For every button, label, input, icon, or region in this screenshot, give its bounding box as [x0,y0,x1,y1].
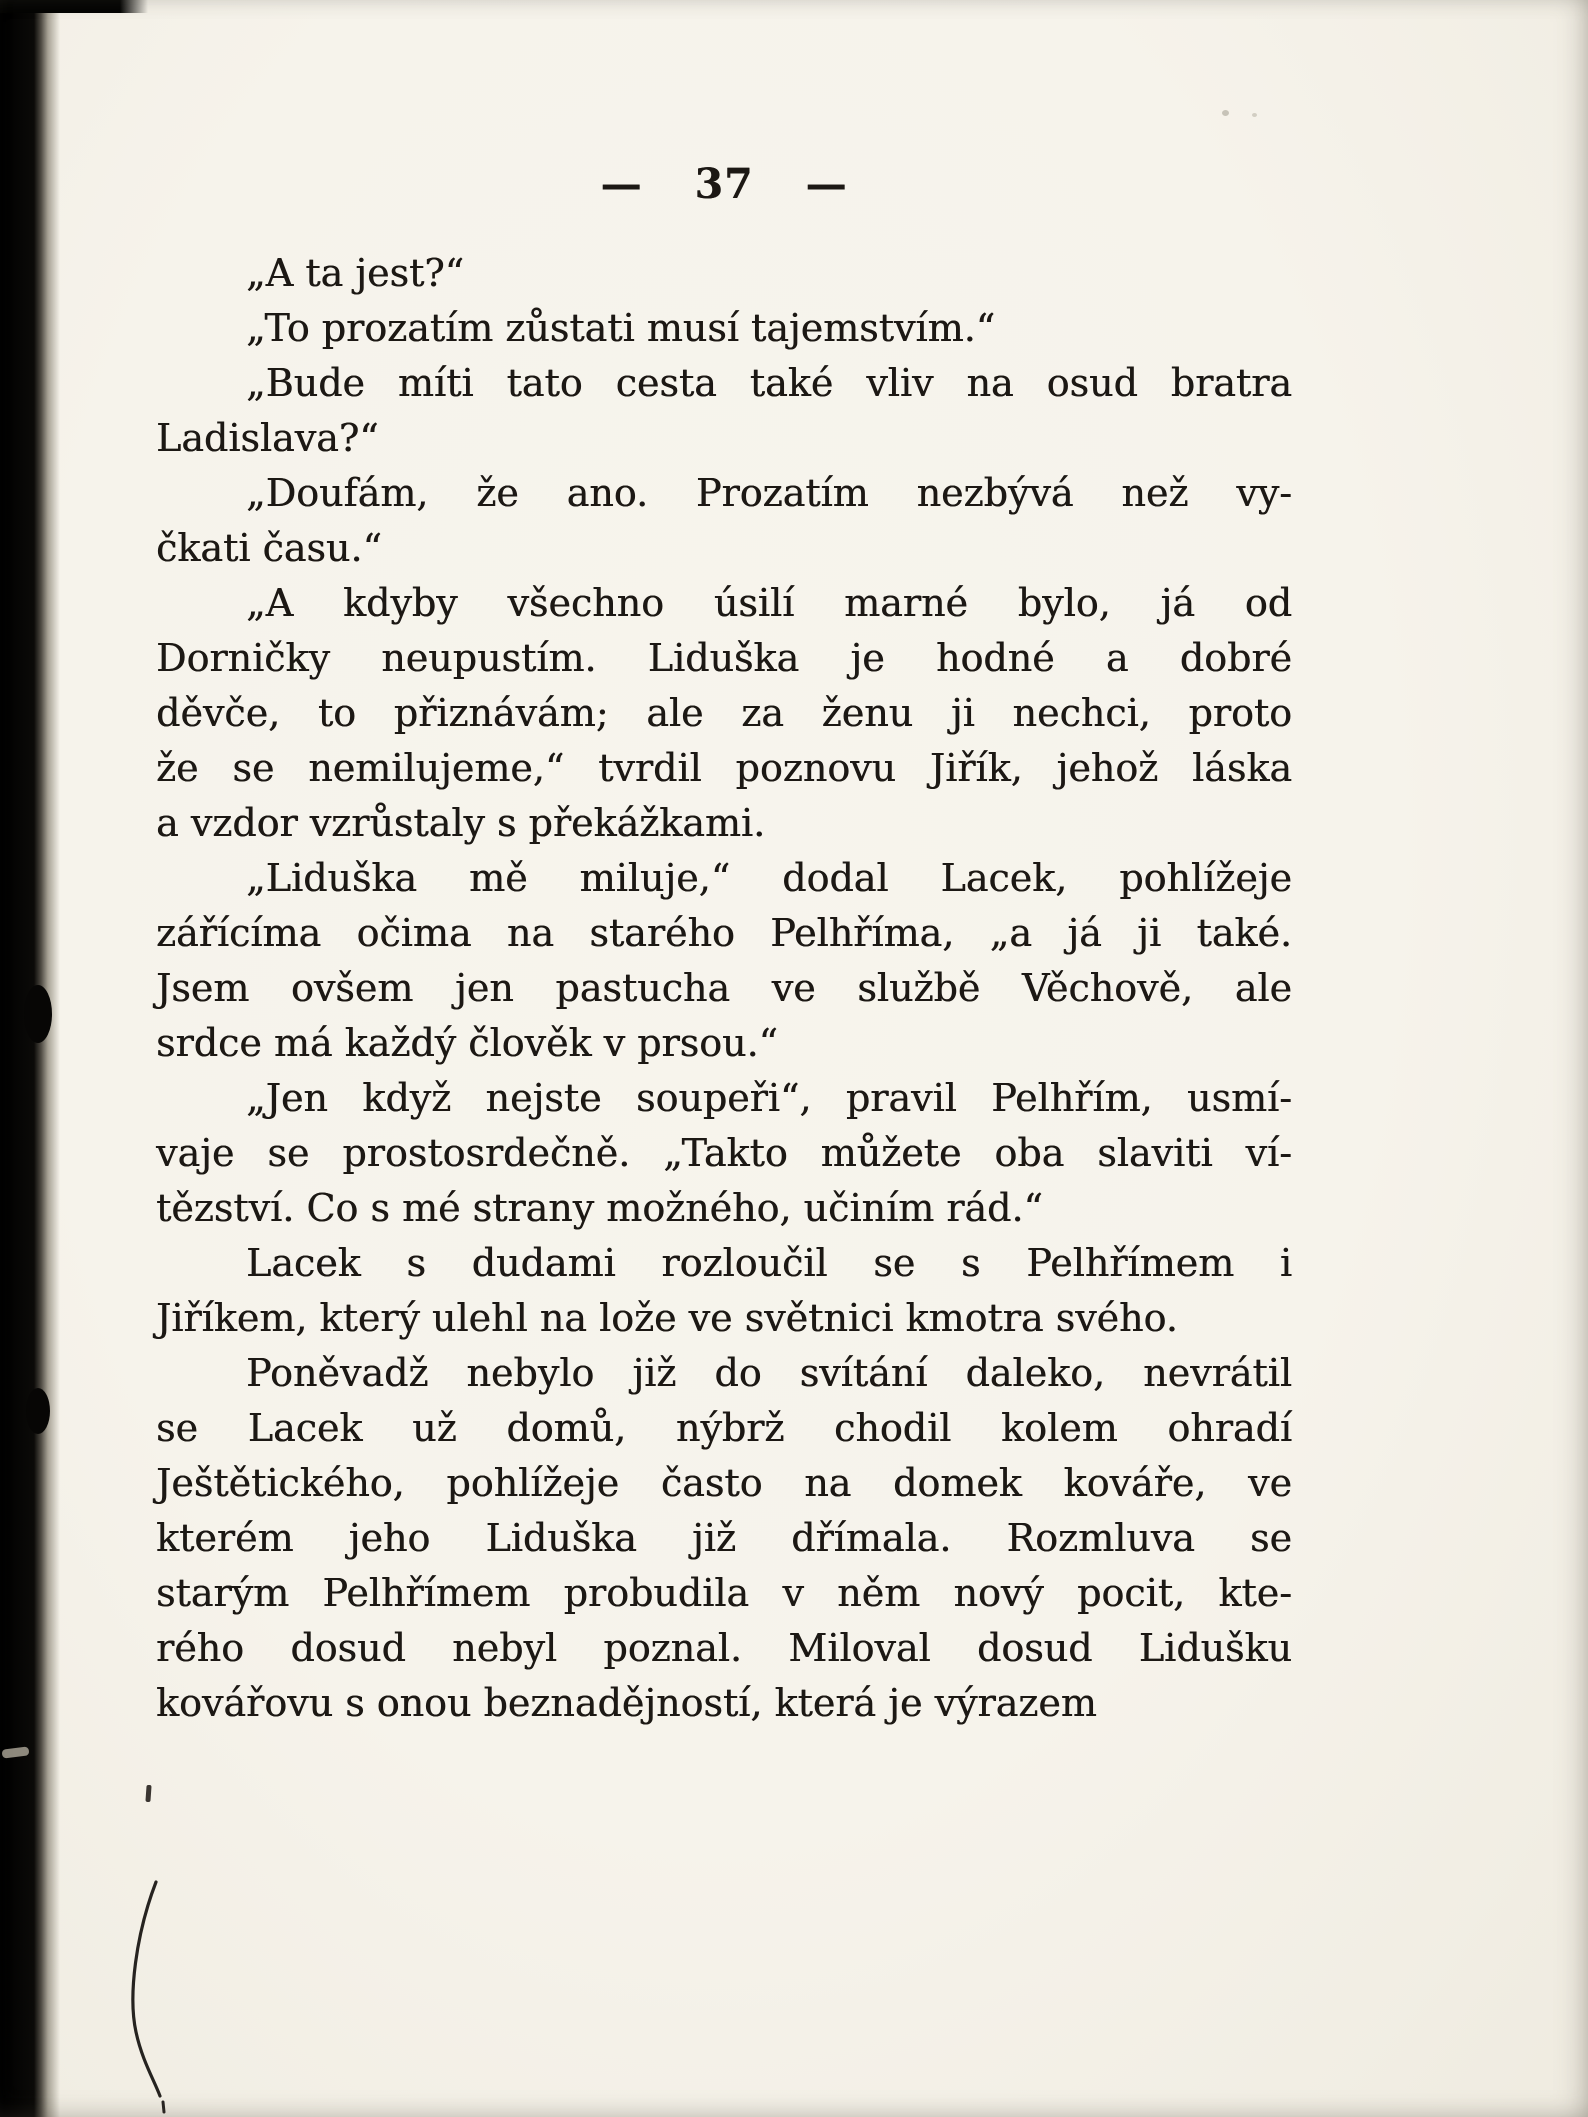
page-number-value: 37 [694,160,754,208]
pen-stroke [116,1874,186,2114]
paragraph [156,576,1292,851]
paragraph [156,301,1292,356]
text-line: zářícíma očima na starého Pelhříma, „a já ji také. [156,911,1292,955]
text-line: Lacek s dudami rozloučil se s Pelhřímem i [246,1241,1292,1285]
text-line: se Lacek už domů, nýbrž chodil kolem ohradí [156,1406,1292,1450]
paragraph [156,1346,1292,1731]
text-line: Ještětického, pohlížeje často na domek kováře, ve [156,1461,1292,1505]
text-line: tězství. Co s mé strany možného, učiním rád.“ [156,1186,1043,1230]
text-line: kterém jeho Liduška již dřímala. Rozmluva se [156,1516,1292,1560]
binding-edge [0,0,60,2117]
text-line: Jiříkem, který ulehl na lože ve světnici kmotra svého. [156,1296,1178,1340]
paragraph [156,466,1292,576]
page-number-right-dash: — [805,160,848,208]
paragraph [156,1071,1292,1236]
paragraph [156,356,1292,466]
text-line: „Doufám, že ano. Prozatím nezbývá než vy- [246,471,1292,515]
paragraph [156,246,1292,301]
text-line: „To prozatím zůstati musí tajemstvím.“ [246,306,996,350]
text-line: „A ta jest?“ [246,251,465,295]
text-line: „Liduška mě miluje,“ dodal Lacek, pohlížeje [246,856,1292,900]
binding-ink-smudge [26,1388,50,1434]
text-line: srdce má každý člověk v prsou.“ [156,1021,778,1065]
text-line: „Jen když nejste soupeři“, pravil Pelhřím, usmí- [246,1076,1292,1120]
page-number [156,160,1292,208]
text-line: „A kdyby všechno úsilí marné bylo, já od [246,581,1292,625]
text-line: starým Pelhřímem probudila v něm nový pocit, kte- [156,1571,1292,1615]
paragraph [156,851,1292,1071]
text-line: „Bude míti tato cesta také vliv na osud bratra [246,361,1292,405]
top-edge-shadow [0,0,148,13]
ink-mark [145,1785,151,1802]
text-line: děvče, to přiznávám; ale za ženu ji nechci, proto [156,691,1292,735]
text-line: kovářovu s onou beznadějností, která je výrazem [156,1681,1097,1725]
text-line: rého dosud nebyl poznal. Miloval dosud Lidušku [156,1626,1292,1670]
text-line: Dorničky neupustím. Liduška je hodné a dobré [156,636,1292,680]
page-number-left-dash: — [600,160,643,208]
paper-speck [1222,110,1229,116]
text-block [156,246,1292,1731]
text-line: že se nemilujeme,“ tvrdil poznovu Jiřík, jehož láska [156,746,1292,790]
text-line: čkati času.“ [156,526,382,570]
text-line: Poněvadž nebylo již do svítání daleko, nevrátil [246,1351,1292,1395]
binding-ink-smudge [24,985,52,1043]
text-line: Jsem ovšem jen pastucha ve službě Věchově, ale [156,966,1292,1010]
text-line: Ladislava?“ [156,416,379,460]
text-line: vaje se prostosrdečně. „Takto můžete oba slaviti ví- [156,1131,1292,1175]
paper-speck [1252,113,1257,117]
paragraph [156,1236,1292,1346]
text-line: a vzdor vzrůstaly s překážkami. [156,801,766,845]
